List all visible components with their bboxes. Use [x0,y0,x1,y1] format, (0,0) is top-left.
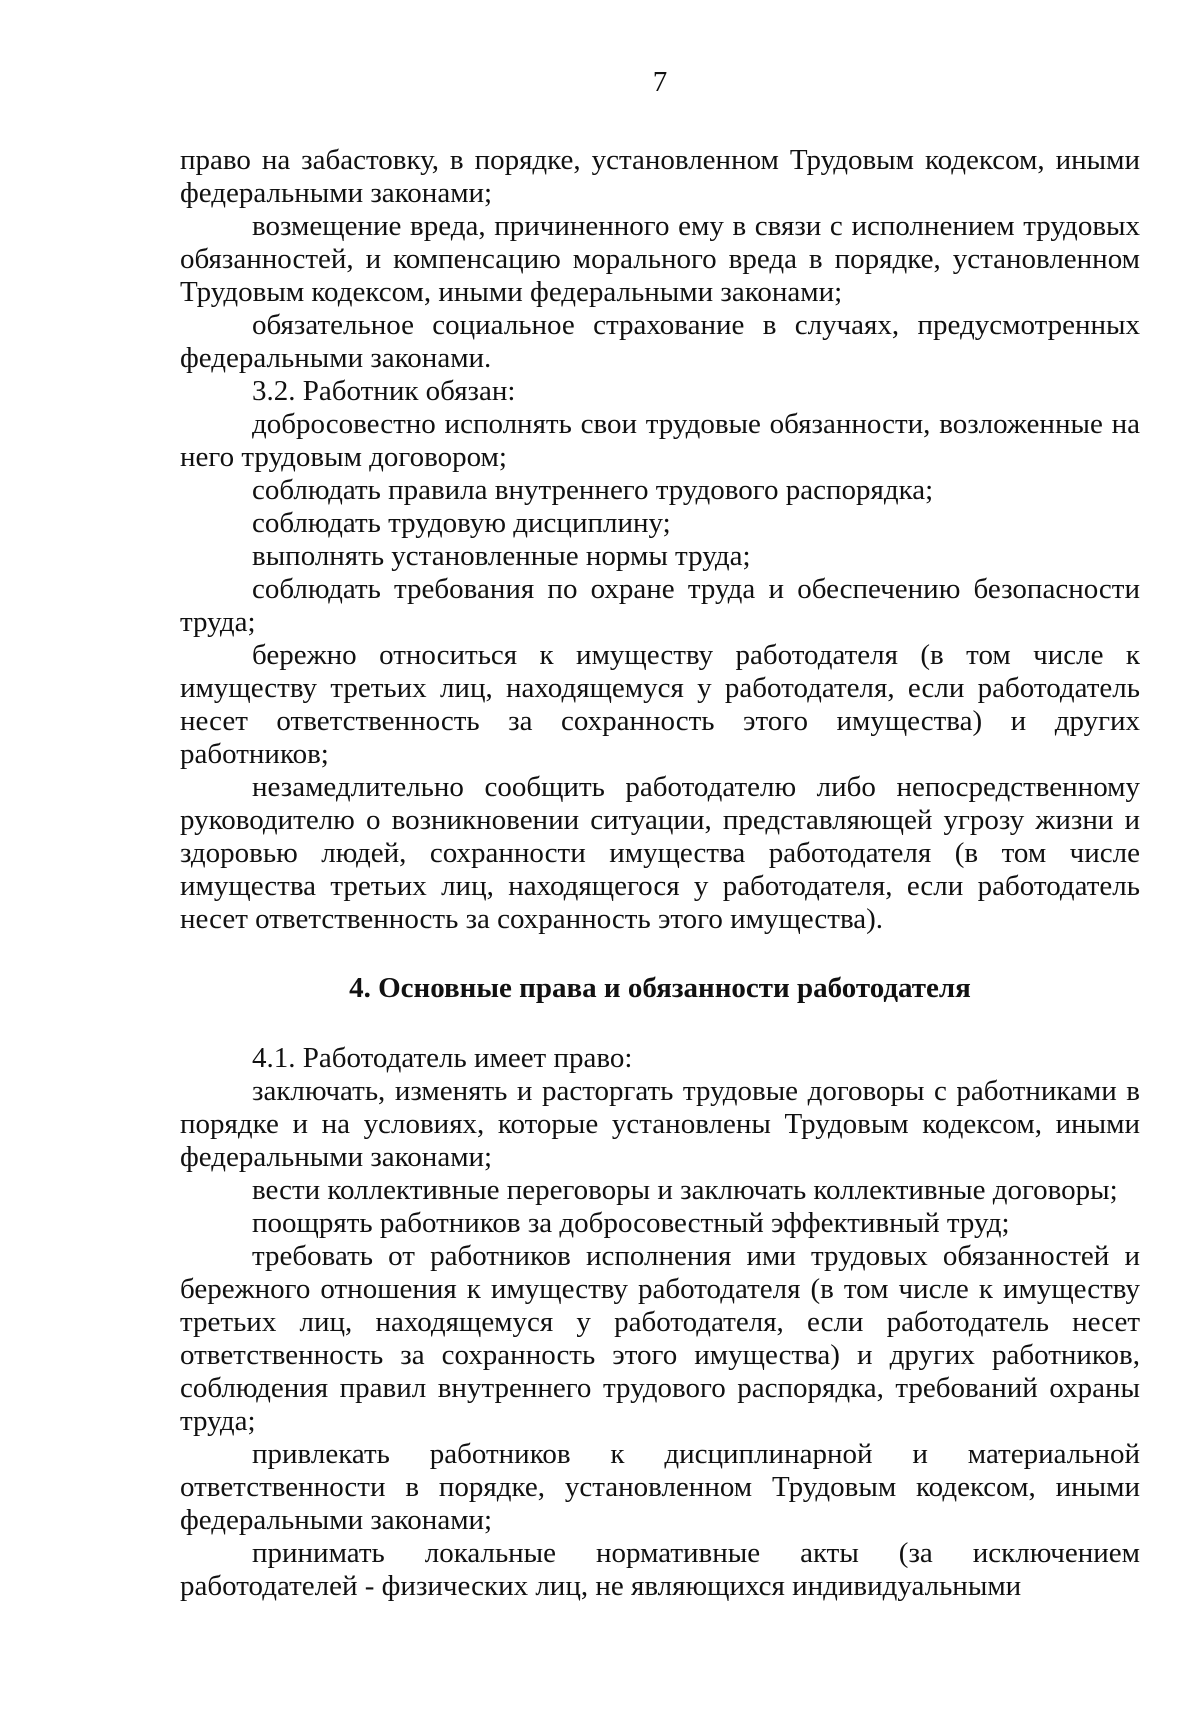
paragraph-internal-rules: соблюдать правила внутреннего трудового распорядка; [252,474,934,506]
paragraph-damage-compensation: возмещение вреда, причиненного ему в связи с исполнением трудовых обязанностей, и компенсацию морального вреда в порядке, установленном Трудовым кодексом, иными федеральными законами; [180,210,1140,308]
paragraph-labor-norms: выполнять установленные нормы труда; [252,540,751,572]
paragraph-demand-duties: требовать от работников исполнения ими трудовых обязанностей и бережного отношения к имуществу работодателя (в том числе к имуществу третьих лиц, находящемуся у работодателя, если работодатель несет ответственность за сохранность этого имущества) и других работников, соблюдения правил внутреннего трудового распорядка, требований охраны труда; [180,1240,1140,1437]
page-number: 7 [652,66,668,98]
paragraph-social-insurance: обязательное социальное страхование в случаях, предусмотренных федеральными законами. [180,309,1140,374]
section-4-heading: 4. Основные права и обязанности работодателя [349,972,971,1004]
clause-4-1-title: 4.1. Работодатель имеет право: [252,1042,633,1074]
paragraph-safety: соблюдать требования по охране труда и обеспечению безопасности труда; [180,573,1140,638]
clause-3-2-title: 3.2. Работник обязан: [252,375,516,407]
section-3-continuation [180,144,1140,936]
paragraph-liability: привлекать работников к дисциплинарной и материальной ответственности в порядке, установленном Трудовым кодексом, иными федеральными законами; [180,1438,1140,1536]
paragraph-discipline: соблюдать трудовую дисциплину; [252,507,671,539]
paragraph-perform-duties: добросовестно исполнять свои трудовые обязанности, возложенные на него трудовым договором; [180,408,1140,473]
paragraph-strike-right: право на забастовку, в порядке, установленном Трудовым кодексом, иными федеральными законами; [180,144,1140,209]
paragraph-collective-bargaining: вести коллективные переговоры и заключать коллективные договоры; [252,1174,1118,1206]
section-4 [180,1042,1140,1603]
paragraph-property-care: бережно относиться к имуществу работодателя (в том числе к имуществу третьих лиц, находящемуся у работодателя, если работодатель несет ответственность за сохранность этого имущества) и других работников; [180,639,1140,770]
paragraph-contracts: заключать, изменять и расторгать трудовые договоры с работниками в порядке и на условиях, которые установлены Трудовым кодексом, иными федеральными законами; [180,1075,1140,1173]
paragraph-local-acts: принимать локальные нормативные акты (за исключением работодателей - физических лиц, не являющихся индивидуальными [180,1537,1140,1602]
paragraph-report-danger: незамедлительно сообщить работодателю либо непосредственному руководителю о возникновении ситуации, представляющей угрозу жизни и здоровью людей, сохранности имущества работодателя (в том числе имущества третьих лиц, находящегося у работодателя, если работодатель несет ответственность за сохранность этого имущества). [180,771,1140,935]
paragraph-rewards: поощрять работников за добросовестный эффективный труд; [252,1207,1010,1239]
document-page [180,60,1140,1603]
